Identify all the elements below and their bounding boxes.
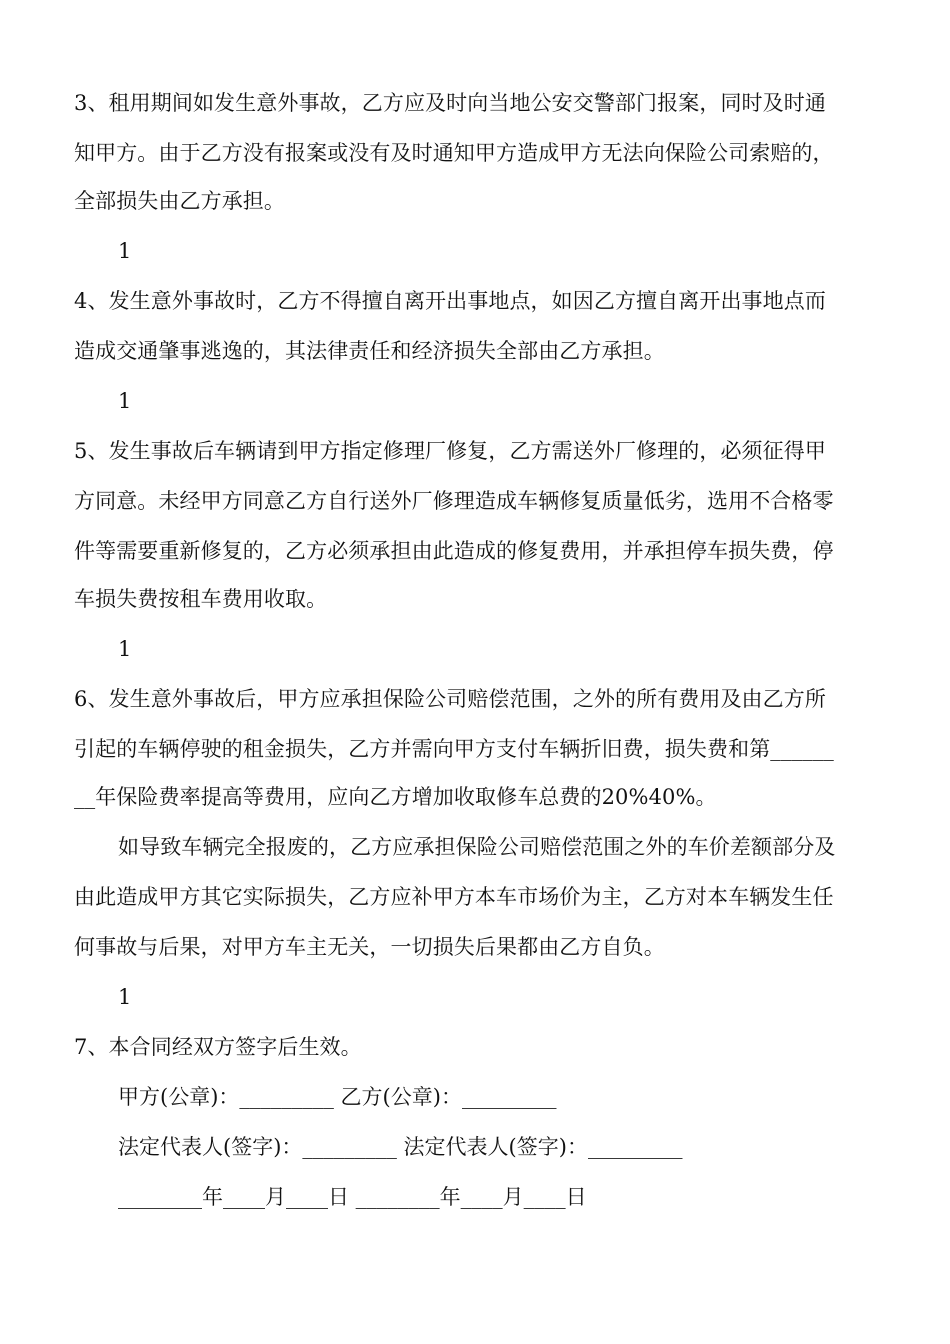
clause-7-line-1: 7、本合同经双方签字后生效。 xyxy=(74,1035,362,1059)
clause-6-para2-line-1: 如导致车辆完全报废的，乙方应承担保险公司赔偿范围之外的车价差额部分及 xyxy=(118,835,836,859)
clause-6-line-3: __年保险费率提高等费用，应向乙方增加收取修车总费的20%40%。 xyxy=(74,785,717,809)
clause-4-line-2: 造成交通肇事逃逸的，其法律责任和经济损失全部由乙方承担。 xyxy=(74,339,665,363)
clause-6-para2-line-3: 何事故与后果，对甲方车主无关，一切损失后果都由乙方自负。 xyxy=(74,935,665,959)
clause-5-line-2: 方同意。未经甲方同意乙方自行送外厂修理造成车辆修复质量低劣，选用不合格零 xyxy=(74,489,834,513)
seal-signature-line: 甲方(公章)：_________ 乙方(公章)：_________ xyxy=(118,1085,557,1109)
clause-5-line-3: 件等需要重新修复的，乙方必须承担由此造成的修复费用，并承担停车损失费，停 xyxy=(74,539,834,563)
clause-3-line-2: 知甲方。由于乙方没有报案或没有及时通知甲方造成甲方无法向保险公司索赔的， xyxy=(74,141,834,165)
clause-3-line-3: 全部损失由乙方承担。 xyxy=(74,189,285,213)
clause-6-line-1: 6、发生意外事故后，甲方应承担保险公司赔偿范围，之外的所有费用及由乙方所 xyxy=(74,687,826,711)
date-signature-line: ________年____月____日 ________年____月____日 xyxy=(118,1185,587,1209)
clause-4-marker: 1 xyxy=(118,389,132,413)
clause-4-line-1: 4、发生意外事故时，乙方不得擅自离开出事地点，如因乙方擅自离开出事地点而 xyxy=(74,289,826,313)
clause-3-line-1: 3、租用期间如发生意外事故，乙方应及时向当地公安交警部门报案，同时及时通 xyxy=(74,91,826,115)
clause-5-marker: 1 xyxy=(118,637,132,661)
clause-6-line-2: 引起的车辆停驶的租金损失，乙方并需向甲方支付车辆折旧费，损失费和第______ xyxy=(74,737,834,761)
clause-3-marker: 1 xyxy=(118,239,132,263)
clause-5-line-4: 车损失费按租车费用收取。 xyxy=(74,587,328,611)
representative-signature-line: 法定代表人(签字)：_________ 法定代表人(签字)：_________ xyxy=(118,1135,683,1159)
clause-6-para2-line-2: 由此造成甲方其它实际损失，乙方应补甲方本车市场价为主，乙方对本车辆发生任 xyxy=(74,885,834,909)
clause-6-marker: 1 xyxy=(118,985,132,1009)
clause-5-line-1: 5、发生事故后车辆请到甲方指定修理厂修复，乙方需送外厂修理的，必须征得甲 xyxy=(74,439,826,463)
